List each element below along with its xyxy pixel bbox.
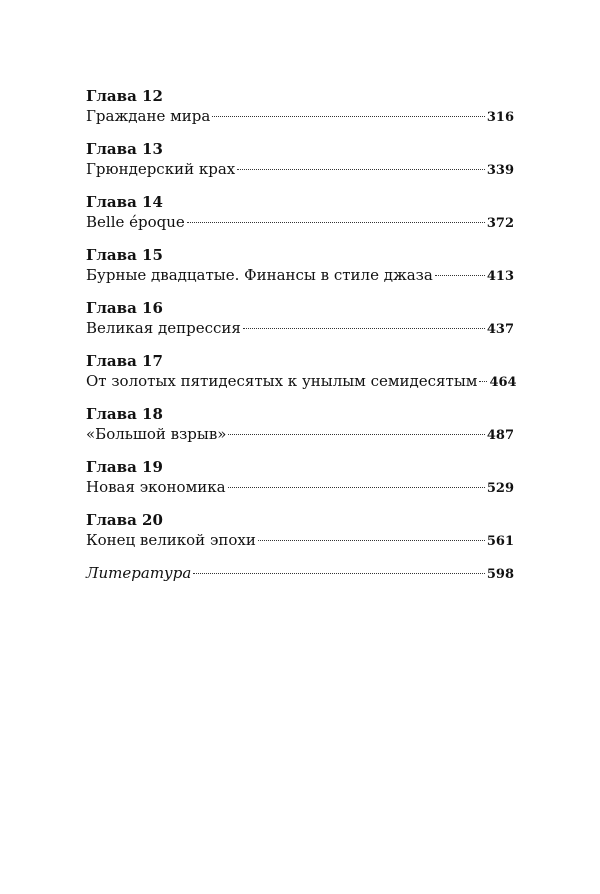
bibliography-title: Литература (86, 564, 192, 582)
dot-leader (193, 573, 485, 574)
toc-entry[interactable] (86, 530, 514, 551)
chapter-label: Глава 14 (86, 193, 163, 211)
chapter-title: Бурные двадцатые. Финансы в стиле джаза (86, 266, 433, 284)
toc-chapter-20 (86, 510, 514, 551)
dot-leader (243, 328, 485, 329)
toc-entry[interactable] (86, 318, 514, 339)
dot-leader (435, 275, 485, 276)
dot-leader (258, 540, 485, 541)
toc-entry[interactable] (86, 212, 514, 233)
page-number: 437 (486, 322, 514, 337)
toc-chapter-14 (86, 192, 514, 233)
toc-chapter-12 (86, 86, 514, 127)
toc-chapter-16 (86, 298, 514, 339)
table-of-contents (86, 86, 517, 584)
chapter-label: Глава 19 (86, 458, 163, 476)
toc-entry[interactable] (86, 106, 514, 127)
chapter-title: Belle époque (86, 213, 185, 231)
chapter-label: Глава 16 (86, 299, 163, 317)
dot-leader (212, 116, 485, 117)
chapter-title: Новая экономика (86, 478, 226, 496)
toc-entry-bibliography[interactable] (86, 563, 514, 584)
toc-entry[interactable] (86, 159, 514, 180)
toc-chapter-18 (86, 404, 514, 445)
page-number: 464 (489, 375, 517, 390)
chapter-label: Глава 20 (86, 511, 163, 529)
page-number: 487 (486, 428, 514, 443)
dot-leader (228, 434, 484, 435)
chapter-title: Грюндерский крах (86, 160, 236, 178)
page-number: 339 (486, 163, 514, 178)
page-number: 598 (486, 567, 514, 582)
toc-entry[interactable] (86, 477, 514, 498)
page-number: 529 (486, 481, 514, 496)
chapter-label: Глава 18 (86, 405, 163, 423)
page-number: 561 (486, 534, 514, 549)
dot-leader (228, 487, 485, 488)
chapter-label: Глава 15 (86, 246, 163, 264)
chapter-title: Граждане мира (86, 107, 211, 125)
page-number: 372 (486, 216, 514, 231)
chapter-label: Глава 17 (86, 352, 163, 370)
toc-chapter-15 (86, 245, 514, 286)
toc-chapter-13 (86, 139, 514, 180)
chapter-title: «Большой взрыв» (86, 425, 227, 443)
chapter-label: Глава 13 (86, 140, 163, 158)
chapter-label: Глава 12 (86, 87, 163, 105)
page-number: 316 (486, 110, 514, 125)
page-number: 413 (486, 269, 514, 284)
toc-entry[interactable] (86, 424, 514, 445)
toc-entry[interactable] (86, 265, 514, 286)
toc-entry[interactable] (86, 371, 517, 392)
dot-leader (479, 381, 487, 382)
toc-chapter-19 (86, 457, 514, 498)
chapter-title: Великая депрессия (86, 319, 241, 337)
toc-chapter-17 (86, 351, 517, 392)
chapter-title: Конец великой эпохи (86, 531, 256, 549)
chapter-title: От золотых пятидесятых к унылым семидесятым (86, 372, 478, 390)
dot-leader (187, 222, 485, 223)
dot-leader (237, 169, 485, 170)
